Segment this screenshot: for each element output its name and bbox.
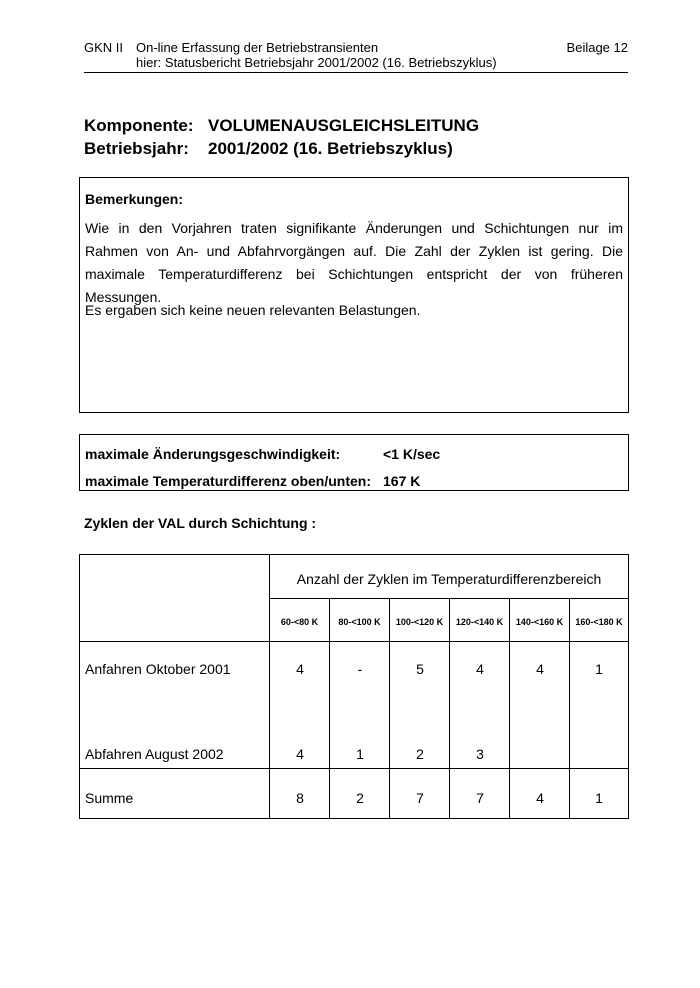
row-label-sum: Summe [85, 790, 134, 806]
group-header: Anzahl der Zyklen im Temperaturdifferenzbereich [296, 571, 602, 587]
row-label-startup: Anfahren Oktober 2001 [85, 661, 231, 677]
table-cell: 7 [416, 790, 424, 806]
header-rule [84, 72, 628, 73]
component-line [84, 116, 479, 136]
table-cell: 4 [296, 661, 304, 677]
table-cell: 5 [416, 661, 424, 677]
table-cell: 8 [296, 790, 304, 806]
header-title: On-line Erfassung der Betriebstransienten [136, 40, 379, 55]
table-divider-vertical [509, 598, 510, 818]
table-cell: 7 [476, 790, 484, 806]
cycles-table [79, 554, 629, 819]
row-label-shutdown: Abfahren August 2002 [85, 746, 224, 762]
maxima-box [79, 434, 629, 491]
max-tempdiff-row [85, 473, 421, 489]
header-org: GKN II [84, 40, 124, 55]
cycles-table-title: Zyklen der VAL durch Schichtung : [84, 515, 317, 531]
component-label: Komponente: [84, 116, 194, 135]
table-divider-horizontal [80, 768, 628, 769]
table-cell: 1 [595, 790, 603, 806]
table-cell: 4 [476, 661, 484, 677]
operating-year-label: Betriebsjahr: [84, 139, 189, 158]
table-divider-vertical [329, 598, 330, 818]
table-cell: 4 [296, 746, 304, 762]
table-cell: 2 [356, 790, 364, 806]
table-cell: 3 [476, 746, 484, 762]
table-divider-vertical [569, 598, 570, 818]
table-divider-vertical [269, 555, 270, 818]
remarks-paragraph-1: Wie in den Vorjahren traten signifikante Änderungen und Schichtungen nur im Rahmen von An- und Abfahrvorgängen auf. Die Zahl der Zyklen ist gering. Die maximale Temperaturdifferenz bei Schichtungen entspricht der von früheren Messungen. [85, 220, 623, 305]
table-divider-horizontal [80, 641, 628, 642]
max-rate-row [85, 446, 441, 462]
max-rate-label: maximale Änderungsgeschwindigkeit: [85, 446, 341, 462]
table-cell: 1 [356, 746, 364, 762]
table-divider-vertical [389, 598, 390, 818]
range-header: 140-<160 K [515, 617, 564, 627]
table-cell: 1 [595, 661, 603, 677]
operating-year-value: 2001/2002 (16. Betriebszyklus) [208, 139, 453, 158]
table-cell: - [357, 661, 363, 677]
table-cell: 4 [536, 661, 544, 677]
range-header: 160-<180 K [575, 617, 623, 627]
range-header: 100-<120 K [395, 617, 444, 627]
range-header: 60-<80 K [280, 617, 319, 627]
table-divider-vertical [449, 598, 450, 818]
remarks-heading: Bemerkungen: [85, 191, 184, 207]
table-cell: 2 [416, 746, 424, 762]
component-value: VOLUMENAUSGLEICHSLEITUNG [208, 116, 480, 135]
remarks-box [79, 177, 629, 413]
operating-year-line [84, 139, 453, 159]
remarks-paragraph-2: Es ergaben sich keine neuen relevanten Belastungen. [85, 302, 421, 318]
header-attachment: Beilage 12 [566, 40, 628, 55]
table-cell: 4 [536, 790, 544, 806]
max-rate-value: <1 K/sec [383, 446, 441, 462]
header-subtitle: hier: Statusbericht Betriebsjahr 2001/2002 (16. Betriebszyklus) [136, 55, 497, 70]
max-tempdiff-label: maximale Temperaturdifferenz oben/unten: [85, 473, 372, 489]
range-header: 80-<100 K [338, 617, 381, 627]
range-header: 120-<140 K [455, 617, 504, 627]
header-title-line [84, 40, 378, 55]
max-tempdiff-value: 167 K [383, 473, 421, 489]
